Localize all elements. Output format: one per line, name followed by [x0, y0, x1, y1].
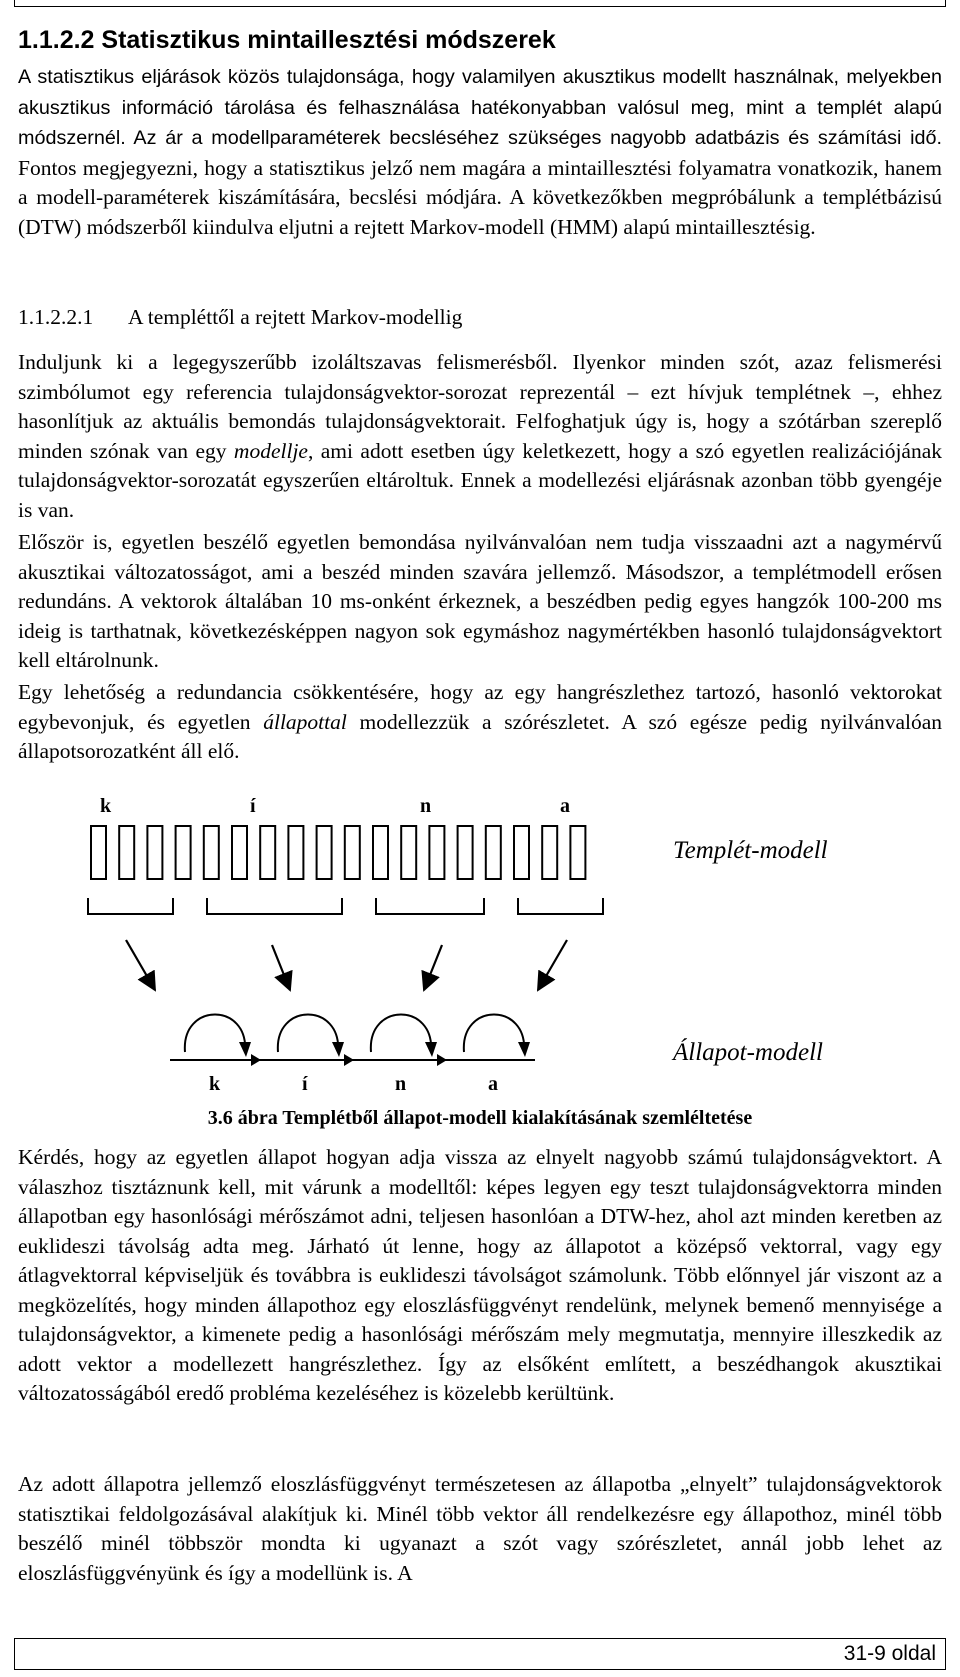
state-brackets	[88, 898, 603, 914]
section-title: 1.1.2.2 Statisztikus mintaillesztési módszerek	[18, 26, 556, 54]
template-frame	[486, 826, 501, 879]
state-model-label: Állapot-modell	[673, 1039, 823, 1066]
template-frame	[260, 826, 275, 879]
paragraph-redundancy-a: Egy lehetőség a redundancia csökkentésére, hogy az egy hangrészlethez tartozó, hasonló vektorokat egybevonjuk, és egyetlen	[18, 680, 942, 734]
arrow-a	[538, 940, 567, 990]
template-frame	[570, 826, 585, 879]
emphasis-modellje: modellje	[233, 438, 308, 463]
state-loop-arrowhead	[332, 1042, 344, 1057]
state-bracket	[376, 898, 484, 914]
template-frame	[373, 826, 388, 879]
subsection-title: A templéttől a rejtett Markov-modellig	[128, 305, 463, 329]
template-frame	[91, 826, 106, 879]
template-frame	[317, 826, 332, 879]
template-frame	[458, 826, 473, 879]
template-frame	[176, 826, 191, 879]
top-letter-n: n	[420, 795, 432, 817]
state-transition-arrowhead	[251, 1054, 261, 1066]
top-letter-k: k	[100, 795, 112, 817]
template-frame	[204, 826, 219, 879]
arrow-i	[272, 945, 290, 990]
state-letter: n	[395, 1073, 407, 1095]
state-letter: í	[302, 1073, 308, 1095]
paragraph-question: Kérdés, hogy az egyetlen állapot hogyan adja vissza az elnyelt nagyobb számú tulajdonságvektort. A válaszhoz tisztáznunk kell, mit várunk a modelltől: képes legyen egy teszt tulajdonságvektorra minden állapotban egy hasonlósági mérőszámot adni, teljesen hasonlóan a DTW-hez, ahol azt minden keretben az euklideszi távolság adta meg. Járható út lenne, hogy az állapotot a középső vektorral, vagy egy átlagvektorral képviseljük és továbbra is euklideszi távolságot számolunk. Több előnnyel jár viszont az a megközelítés, hogy minden állapothoz egy eloszlásfüggvényt rendelünk, melynek bemenő mennyisége a tulajdonságvektor, a kimenete pedig a hasonlósági mérőszám mely megmutatja, mennyire illeszkedik az adott vektor a modellezett hangrészlethez. Így az elsőként említett, a beszédhangok akusztikai változatosságából eredő probléma kezeléséhez is közelebb kerültünk.	[18, 1145, 942, 1405]
paragraph-weaknesses: Először is, egyetlen beszélő egyetlen bemondása nyilvánvalóan nem tudja visszaadni azt a nagymérvű akusztikai változatosságot, ami a beszéd minden szavára jellemző. Másodszor, a templétmodell erősen redundáns. A vektorok általában 10 ms-onként érkeznek, a beszédben pedig egyes hangzók 100-200 ms ideig is tarthatnak, következésképpen nagyon sok egymáshoz nagymértékben hasonló tulajdonságvektort kell eltárolnunk.	[18, 530, 942, 672]
arrow-n	[424, 945, 442, 990]
figure-caption: 3.6 ábra Templétből állapot-modell kialakításának szemléltetése	[207, 1107, 753, 1129]
paragraph-intro-serif: Fontos megjegyezni, hogy a statisztikus jelző nem magára a mintaillesztési folyamatra vonatkozik, hanem a modell-paraméterek kiszámítására, becslési módjára. A következőkben megpróbálunk a templétbázisú (DTW) módszerből kiindulva eljutni a rejtett Markov-modell (HMM) alapú mintaillesztésig.	[18, 155, 942, 239]
state-bracket	[207, 898, 342, 914]
paragraph-templet-a: Induljunk ki a legegyszerűbb izoláltszavas felismerésből. Ilyenkor minden szót, azaz felismerési szimbólumot egy referencia tulajdonságvektor-sorozat reprezentál – ezt hívjuk templétnek –, ehhez hasonlítjuk az aktuális bemondás tulajdonságvektorait. Felfoghatjuk úgy is, hogy a szótárban szereplő minden szónak van egy	[18, 350, 942, 463]
state-loop-arrowhead	[425, 1042, 437, 1057]
paragraph-intro-sans: A statisztikus eljárások közös tulajdonsága, hogy valamilyen akusztikus modellt használnak, melyekben akusztikus információ tárolása és felhasználása hatékonyabban valósul meg, mint a templét alapú módszernél. Az ár a modellparaméterek becsléséhez szükséges nagyobb adatbázis és számítási idő.	[18, 66, 942, 149]
state-self-loop	[185, 1015, 245, 1053]
page-number: 31-9 oldal	[843, 1642, 936, 1665]
template-frame	[232, 826, 247, 879]
footer-box	[14, 1638, 946, 1670]
subsection-number: 1.1.2.2.1	[18, 305, 94, 329]
state-self-loop	[278, 1015, 338, 1053]
template-frame	[542, 826, 557, 879]
paragraph-distribution: Az adott állapotra jellemző eloszlásfüggvényt természetesen az állapotba „elnyelt” tulajdonságvektorok statisztikai feldolgozásával alakítjuk ki. Minél több vektor áll rendelkezésre egy állapothoz, minél több beszélő minél többször mondta ki ugyanazt a szót vagy szórészletet, annál jobb lehet az eloszlásfüggvényünk és így a modellünk is. A	[18, 1472, 942, 1585]
state-chain	[170, 1015, 535, 1096]
template-frames	[91, 826, 585, 879]
paragraph-redundancy-b: modellezzük a szórészletet. A szó egésze pedig nyilvánvalóan állapotsorozatként áll elő.	[18, 709, 943, 763]
state-transition-arrowhead	[344, 1054, 354, 1066]
template-frame	[401, 826, 416, 879]
state-transition-arrowhead	[437, 1054, 447, 1066]
emphasis-allapottal: állapottal	[263, 709, 347, 734]
arrow-k	[126, 940, 155, 990]
template-frame	[345, 826, 360, 879]
template-frame	[147, 826, 162, 879]
state-self-loop	[464, 1015, 524, 1053]
template-frame	[288, 826, 303, 879]
state-bracket	[518, 898, 603, 914]
template-frame	[514, 826, 529, 879]
state-letter: a	[488, 1073, 498, 1095]
state-bracket	[88, 898, 173, 914]
state-self-loop	[371, 1015, 431, 1053]
template-frame	[119, 826, 134, 879]
state-letter: k	[209, 1073, 221, 1095]
state-loop-arrowhead	[518, 1042, 530, 1057]
top-letter-a: a	[560, 795, 570, 817]
paragraph-templet-b: , ami adott esetben úgy keletkezett, hogy a szó egyetlen realizációjának tulajdonságvektor-sorozatát egyszerűen eltároltuk. Ennek a modellezési eljárásnak azonban több gyengéje is van.	[18, 438, 942, 522]
state-loop-arrowhead	[239, 1042, 251, 1057]
template-frame	[429, 826, 444, 879]
template-model-label: Templét-modell	[673, 837, 828, 864]
top-letter-i: í	[250, 795, 256, 817]
